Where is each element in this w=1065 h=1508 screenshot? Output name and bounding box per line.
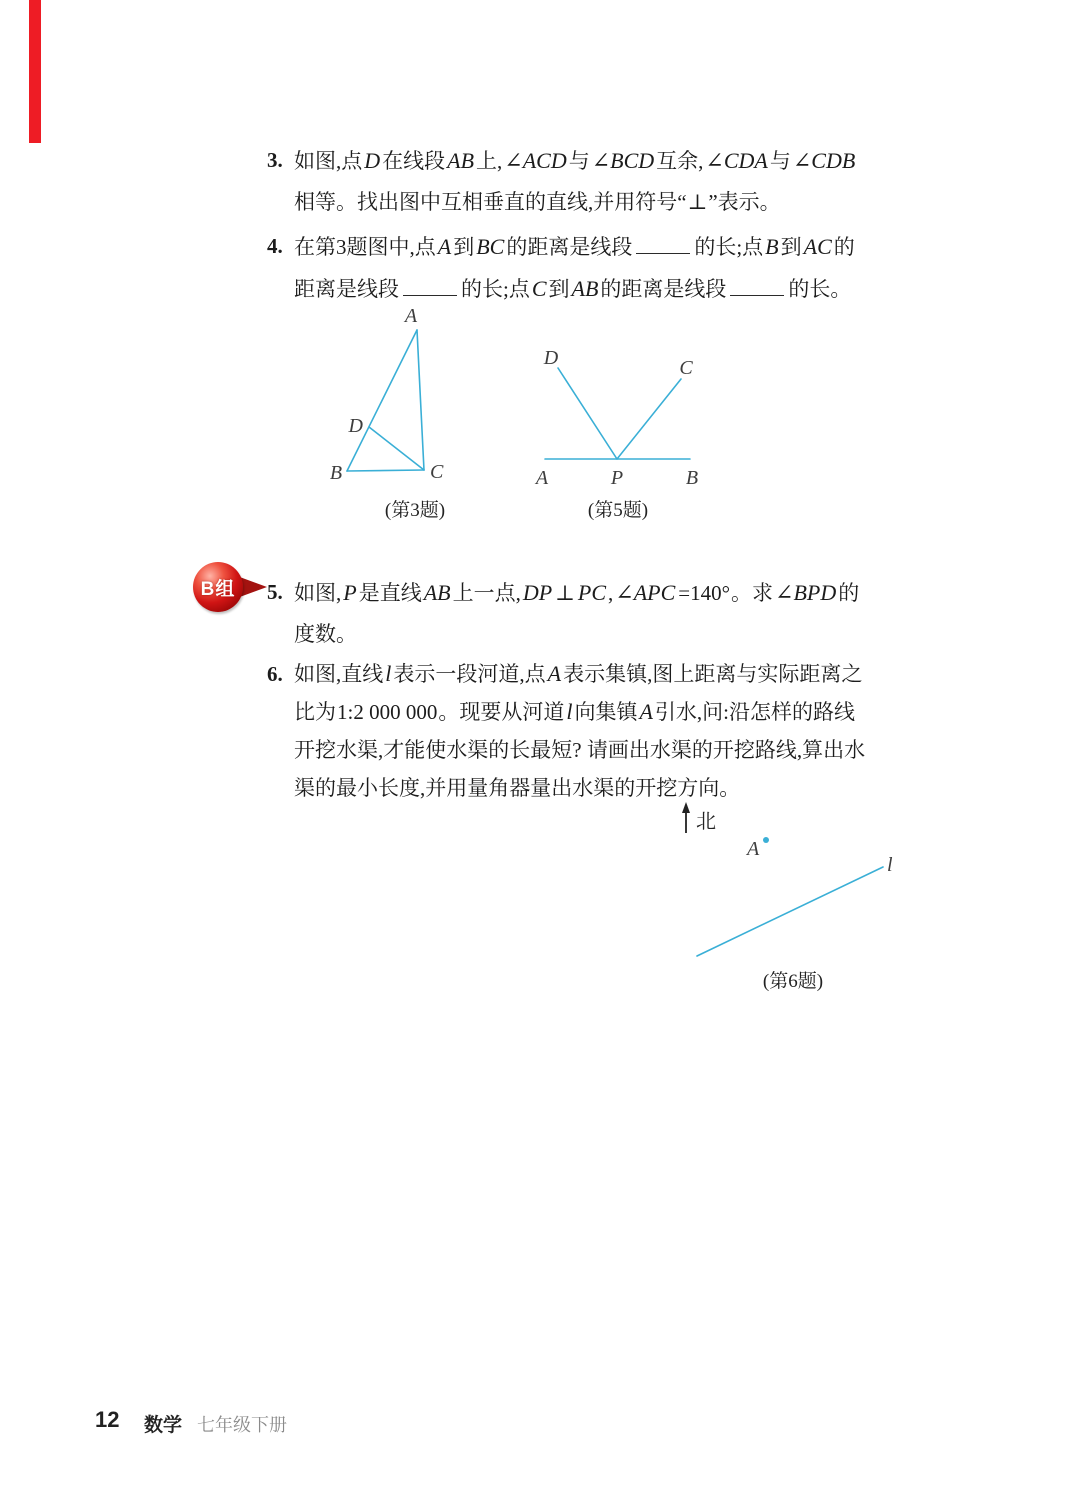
segment-BC [347, 470, 424, 471]
figure-5 [535, 347, 710, 494]
figure-3 [325, 298, 455, 490]
figure-3-caption: (第3题) [384, 500, 446, 521]
problem-3-line-1: 如图,点D在线段AB上,∠ACD与∠BCD互余,∠CDA与∠CDB [294, 148, 856, 173]
river-line-l [697, 867, 883, 956]
figure-6-caption: (第6题) [762, 971, 824, 992]
footer-volume: 七年级下册 [197, 1415, 287, 1435]
problem-5 [267, 572, 942, 655]
segment-DC [369, 427, 424, 470]
problem-6-line-4: 渠的最小长度,并用量角器量出水渠的开挖方向。 [294, 776, 741, 800]
north-label: 北 [696, 811, 716, 833]
problem-5-text [294, 572, 942, 655]
problem-6 [267, 655, 942, 807]
figure-6 [675, 797, 905, 965]
problem-5-line-1: 如图,P是直线AB上一点,DP ⊥ PC,∠APC =140°。求∠BPD的 [294, 580, 860, 605]
point-label-B: B [685, 467, 699, 489]
problem-3-text [294, 140, 942, 223]
problem-4-line-2: 距离是线段 的长;点C到AB的距离是线段 的长。 [294, 276, 852, 301]
page-footer [0, 1407, 1065, 1437]
b-group-badge-label: B组 [200, 578, 236, 600]
vertex-label-D: D [348, 415, 363, 437]
segment-AB [347, 330, 417, 471]
page-edge-tab [29, 0, 41, 143]
problem-5-line-2: 度数。 [294, 622, 357, 646]
problem-6-number: 6. [267, 662, 283, 686]
point-label-P: P [610, 467, 624, 489]
problem-6-line-1: 如图,直线l表示一段河道,点A表示集镇,图上距离与实际距离之 [294, 661, 863, 686]
line-label-l: l [887, 854, 893, 876]
b-group-badge-ball [193, 562, 243, 612]
problem-3-number: 3. [267, 148, 283, 172]
vertex-label-A: A [404, 305, 418, 327]
vertex-label-B: B [329, 462, 343, 484]
problem-3 [267, 140, 942, 223]
segment-AC [417, 330, 424, 470]
problem-6-line-3: 开挖水渠,才能使水渠的长最短? 请画出水渠的开挖路线,算出水 [294, 738, 866, 762]
b-group-badge [193, 562, 273, 614]
problem-3-line-2: 相等。找出图中互相垂直的直线,并用符号“⊥”表示。 [294, 190, 781, 214]
figure-5-caption: (第5题) [587, 500, 649, 521]
point-A-dot [763, 837, 769, 843]
north-arrowhead-icon [682, 802, 690, 813]
problem-5-number: 5. [267, 580, 283, 604]
problem-6-line-2: 比为1:2 000 000。现要从河道l向集镇A引水,问:沿怎样的路线 [294, 699, 856, 724]
problem-4-line-1: 在第3题图中,点A到BC的距离是线段 的长;点B到AC的 [294, 234, 855, 259]
point-label-D: D [543, 347, 559, 369]
ray-PD [558, 368, 617, 459]
point-label-C: C [679, 357, 693, 379]
point-label-A: A [535, 467, 549, 489]
footer-subject: 数学 [144, 1415, 183, 1436]
problem-4-number: 4. [267, 234, 283, 258]
vertex-label-C: C [430, 461, 444, 483]
ray-PC [617, 379, 681, 459]
problem-6-text [294, 655, 942, 807]
point-label-A: A [747, 838, 760, 860]
page-number: 12 [95, 1407, 120, 1432]
